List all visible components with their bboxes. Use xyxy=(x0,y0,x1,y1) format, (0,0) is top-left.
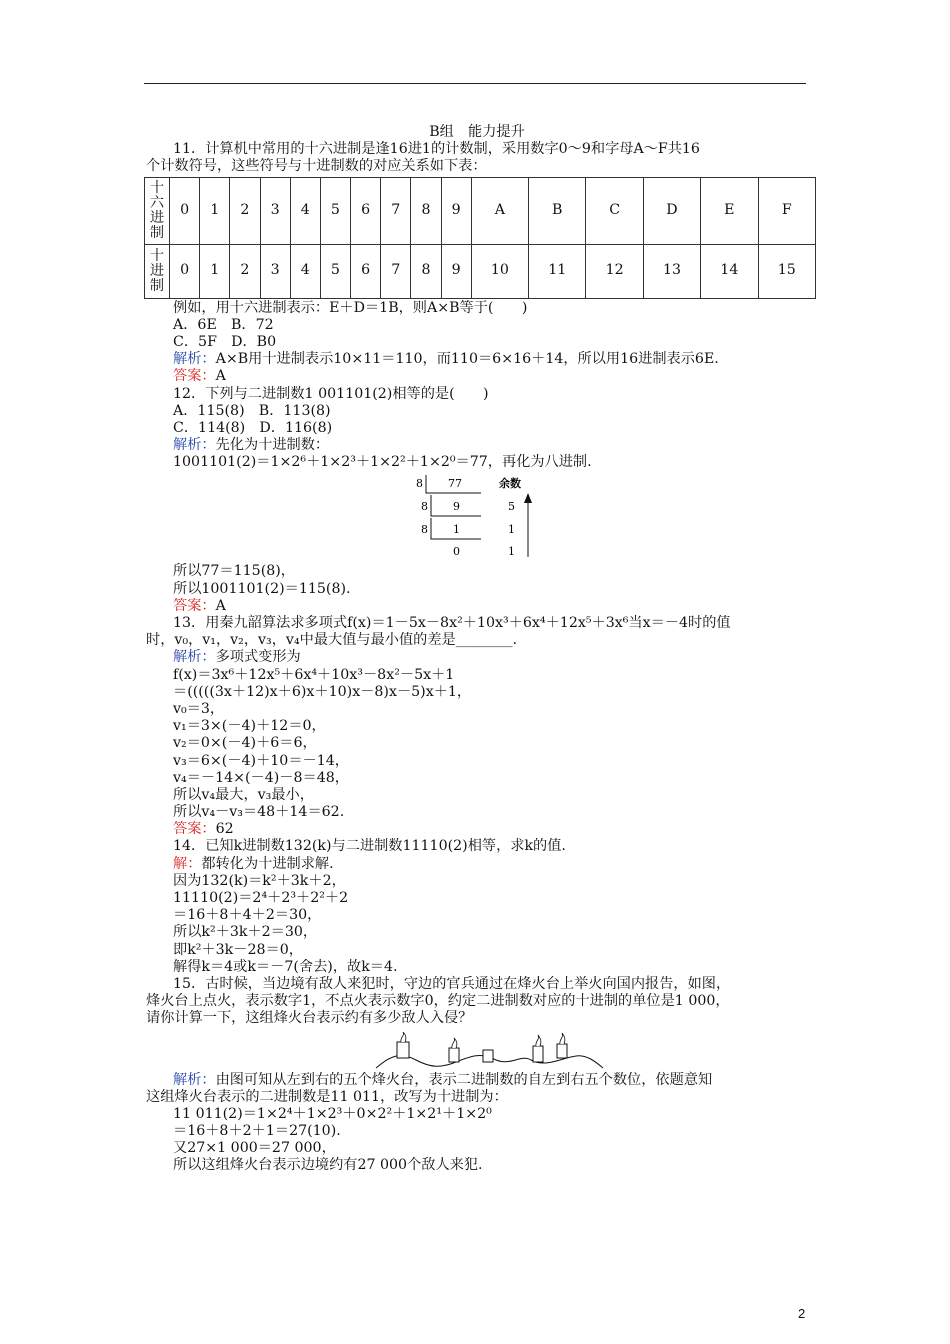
divisor: 8 xyxy=(416,477,423,491)
q14-step: 即k²＋3k－28＝0， xyxy=(173,941,303,958)
table-cell: 14 xyxy=(701,244,758,298)
hex-row xyxy=(145,177,816,244)
dividend: 9 xyxy=(453,500,460,514)
beacon-tower-lit-icon xyxy=(533,1035,543,1062)
q13-step: v₄＝－14×(－4)－8＝48， xyxy=(173,769,349,786)
table-cell: B xyxy=(529,177,586,244)
q12-options-cd: C．114(8) D．116(8) xyxy=(173,419,333,436)
dividend: 0 xyxy=(453,545,460,559)
q13-line2: 时，v₀，v₁，v₂，v₃，v₄中最大值与最小值的差是________. xyxy=(146,632,517,649)
q13-step: ＝(((((3x＋12)x＋6)x＋10)x－8)x－5)x＋1， xyxy=(173,683,472,700)
q13-step: v₁＝3×(－4)＋12＝0， xyxy=(173,718,326,735)
hex-decimal-table xyxy=(144,177,816,299)
q14-step: 解得k＝4或k＝－7(舍去)，故k＝4. xyxy=(173,958,398,975)
table-cell: 2 xyxy=(230,244,260,298)
table-cell: 10 xyxy=(471,244,528,298)
table-cell: 4 xyxy=(290,244,320,298)
page-content xyxy=(146,124,808,1175)
decimal-row xyxy=(145,244,816,298)
q13-step: 所以v₄最大，v₃最小， xyxy=(173,786,314,803)
beacon-tower-unlit-icon xyxy=(483,1050,493,1062)
q12-conclusion2: 所以1001101(2)＝115(8). xyxy=(173,580,351,597)
division-diagram xyxy=(406,473,546,563)
q11-line3: 例如，用十六进制表示：E＋D＝1B，则A×B等于( ) xyxy=(173,299,528,316)
header-rule xyxy=(144,83,806,84)
q15-line1: 15．古时候，当边境有敌人来犯时，守边的官兵通过在烽火台上举火向国内报告，如图， xyxy=(173,975,731,992)
q11-analysis: 解析：A×B用十进制表示10×11＝110，而110＝6×16＋14，所以用16进制表示6E. xyxy=(173,351,719,368)
section-title: B组 能力提升 xyxy=(429,124,525,140)
table-cell: 15 xyxy=(758,244,815,298)
table-cell: 6 xyxy=(351,177,381,244)
hex-row-label: 十 六 进 制 xyxy=(145,177,170,244)
table-cell: A xyxy=(471,177,528,244)
table-cell: 0 xyxy=(170,177,200,244)
dividend: 1 xyxy=(453,523,460,537)
table-cell: 4 xyxy=(290,177,320,244)
q15-step: 所以这组烽火台表示边境约有27 000个敌人来犯. xyxy=(173,1157,483,1174)
table-cell: 2 xyxy=(230,177,260,244)
table-cell: 6 xyxy=(351,244,381,298)
q13-step: 所以v₄－v₃＝48＋14＝62. xyxy=(173,804,345,821)
remainder: 1 xyxy=(508,523,515,537)
table-cell: 9 xyxy=(441,177,471,244)
table-cell: E xyxy=(701,177,758,244)
table-cell: 1 xyxy=(200,244,230,298)
q11-line1: 11．计算机中常用的十六进制是逢16进1的计数制，采用数字0～9和字母A～F共16 xyxy=(173,141,700,158)
table-cell: 8 xyxy=(411,244,441,298)
q14-analysis: 解：都转化为十进制求解. xyxy=(173,855,334,872)
q13-step: v₃＝6×(－4)＋10＝－14， xyxy=(173,752,349,769)
q15-step: 这组烽火台表示的二进制数是11 011，改写为十进制为： xyxy=(146,1088,508,1105)
table-cell: 3 xyxy=(260,244,290,298)
q12-calc: 1001101(2)＝1×2⁶＋1×2³＋1×2²＋1×2⁰＝77，再化为八进制. xyxy=(173,454,592,471)
table-cell: 11 xyxy=(529,244,586,298)
q11-answer: 答案：A xyxy=(173,368,226,385)
q13-step: v₀＝3， xyxy=(173,700,225,717)
q15-step: 又27×1 000＝27 000， xyxy=(173,1140,336,1157)
remainder-header: 余数 xyxy=(499,477,521,491)
table-cell: F xyxy=(758,177,815,244)
dividend: 77 xyxy=(448,477,462,491)
q14-step: 所以k²＋3k＋2＝30， xyxy=(173,924,318,941)
q12-answer: 答案：A xyxy=(173,597,226,614)
table-cell: 5 xyxy=(320,244,350,298)
divisor: 8 xyxy=(421,523,428,537)
q12-line1: 12．下列与二进制数1 001101(2)相等的是( ) xyxy=(173,385,489,402)
q15-step: ＝16＋8＋2＋1＝27(10). xyxy=(173,1123,341,1140)
table-cell: 13 xyxy=(643,244,700,298)
q12-options-ab: A．115(8) B．113(8) xyxy=(173,402,331,419)
decimal-row-label: 十 进 制 xyxy=(145,244,170,298)
beacon-tower-lit-icon xyxy=(449,1038,459,1062)
q13-answer: 答案：62 xyxy=(173,821,234,838)
table-cell: 7 xyxy=(381,244,411,298)
table-cell: D xyxy=(643,177,700,244)
q15-analysis: 解析：由图可知从左到右的五个烽火台，表示二进制数的自左到右五个数位，依题意知 xyxy=(173,1071,713,1088)
remainder: 1 xyxy=(508,545,515,559)
table-cell: 1 xyxy=(200,177,230,244)
page-number: 2 xyxy=(798,1306,806,1321)
q15-line3: 请你计算一下，这组烽火台表示约有多少敌人入侵？ xyxy=(146,1010,473,1027)
arrow-up-icon xyxy=(524,493,532,503)
q14-line1: 14．已知k进制数132(k)与二进制数11110(2)相等，求k的值. xyxy=(173,838,566,855)
remainder: 5 xyxy=(508,500,515,514)
q14-step: 11110(2)＝2⁴＋2³＋2²＋2 xyxy=(173,890,349,906)
q15-line2: 烽火台上点火，表示数字1，不点火表示数字0，约定二进制数对应的十进制的单位是1 000， xyxy=(146,993,730,1010)
q12-conclusion1: 所以77＝115(8)， xyxy=(173,563,295,580)
divisor: 8 xyxy=(421,500,428,514)
beacon-tower-lit-icon xyxy=(397,1032,409,1058)
q12-analysis: 解析：先化为十进制数： xyxy=(173,437,330,454)
q13-step: v₂＝0×(－4)＋6＝6， xyxy=(173,735,317,752)
table-cell: 0 xyxy=(170,244,200,298)
table-cell: 7 xyxy=(381,177,411,244)
table-cell: 12 xyxy=(586,244,643,298)
beacon-tower-lit-icon xyxy=(557,1033,567,1058)
table-cell: 8 xyxy=(411,177,441,244)
table-cell: 9 xyxy=(441,244,471,298)
q11-options-cd: C．5F D．B0 xyxy=(173,333,277,350)
q11-options-ab: A．6E B．72 xyxy=(173,316,274,333)
q14-step: ＝16＋8＋4＋2＝30， xyxy=(173,907,322,924)
q13-line1: 13．用秦九韶算法求多项式f(x)＝1－5x－8x²＋10x³＋6x⁴＋12x⁵＋3x⁶当x＝－4时的值 xyxy=(173,615,731,631)
beacon-towers-illustration xyxy=(371,1030,611,1072)
q14-step: 因为132(k)＝k²＋3k＋2， xyxy=(173,872,346,889)
q13-analysis: 解析：多项式变形为 xyxy=(173,649,301,666)
table-cell: 5 xyxy=(320,177,350,244)
q11-line2: 个计数符号，这些符号与十进制数的对应关系如下表： xyxy=(146,158,487,175)
table-cell: 3 xyxy=(260,177,290,244)
q13-step: f(x)＝3x⁶＋12x⁵＋6x⁴＋10x³－8x²－5x＋1 xyxy=(173,666,455,683)
table-cell: C xyxy=(586,177,643,244)
q15-step: 11 011(2)＝1×2⁴＋1×2³＋0×2²＋1×2¹＋1×2⁰ xyxy=(173,1105,492,1122)
